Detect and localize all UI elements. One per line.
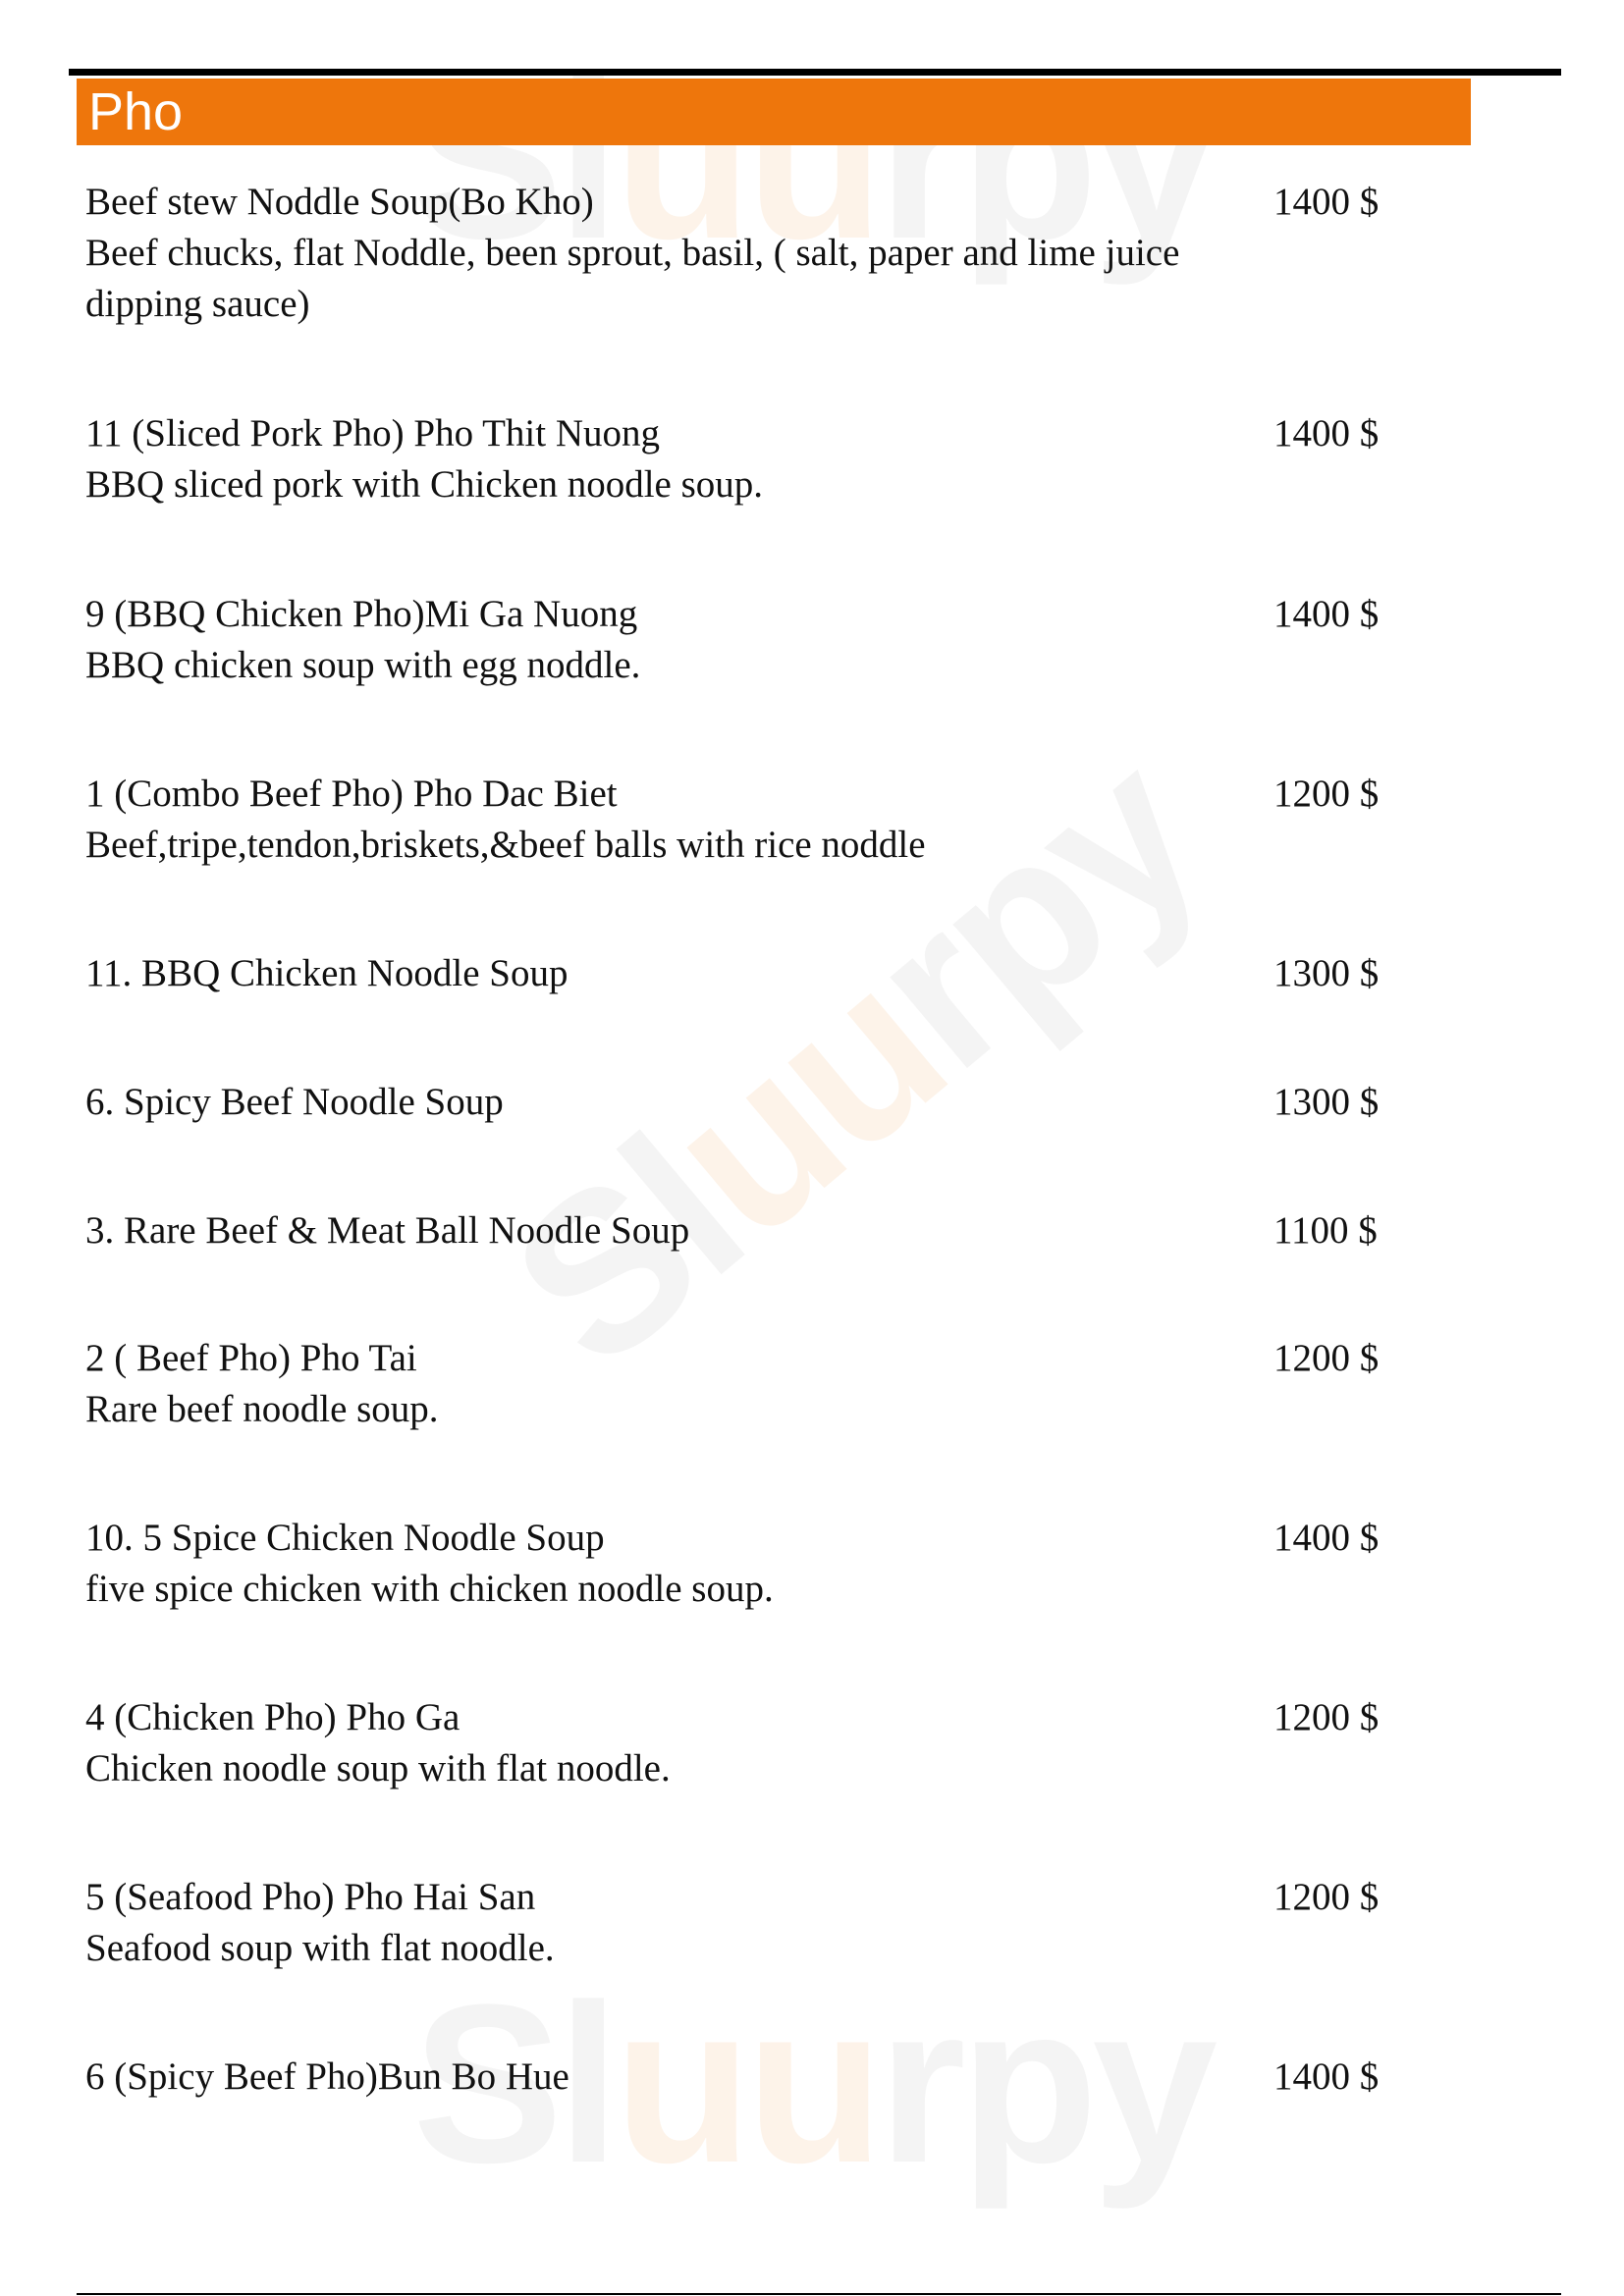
watermark-logo: uu: [614, 1957, 879, 2210]
item-name: 2 ( Beef Pho) Pho Tai: [85, 1337, 417, 1379]
section-title: Pho: [88, 82, 184, 141]
item-name: 5 (Seafood Pho) Pho Hai San: [85, 1876, 536, 1918]
watermark-logo: uu: [614, 33, 879, 286]
item-description: Beef,tripe,tendon,briskets,&beef balls with rice noddle: [85, 824, 926, 866]
item-description: Chicken noodle soup with flat noodle.: [85, 1747, 671, 1789]
section-header: [77, 79, 1471, 145]
item-name: 4 (Chicken Pho) Pho Ga: [85, 1696, 460, 1738]
menu-item: [85, 1205, 1401, 1256]
item-name: 11. BBQ Chicken Noodle Soup: [85, 952, 568, 994]
item-name: 9 (BBQ Chicken Pho)Mi Ga Nuong: [85, 593, 638, 635]
menu-item: [85, 2052, 1401, 2103]
item-name: Beef stew Noddle Soup(Bo Kho): [85, 181, 594, 223]
menu-item: [85, 177, 1401, 330]
top-divider: [69, 69, 1561, 76]
menu-item: [85, 1333, 1401, 1435]
item-name: 3. Rare Beef & Meat Ball Noodle Soup: [85, 1209, 690, 1252]
item-price: 1200 $: [1273, 1876, 1380, 1918]
item-name: 10. 5 Spice Chicken Noodle Soup: [85, 1517, 605, 1559]
menu-item: [85, 1692, 1401, 1794]
item-description: Seafood soup with flat noodle.: [85, 1927, 555, 1969]
item-description: Beef chucks, flat Noddle, been sprout, basil, ( salt, paper and lime juice dipping sauce): [85, 232, 1180, 325]
item-description: BBQ chicken soup with egg noddle.: [85, 644, 641, 686]
menu-item: [85, 948, 1401, 999]
menu-item: [85, 769, 1401, 871]
item-price: 1200 $: [1273, 1696, 1380, 1738]
item-price: 1200 $: [1273, 773, 1380, 815]
item-price: 1400 $: [1273, 593, 1380, 635]
item-description: Rare beef noodle soup.: [85, 1388, 439, 1430]
item-price: 1100 $: [1273, 1209, 1378, 1252]
menu-item: [85, 1513, 1401, 1615]
item-price: 1400 $: [1273, 2056, 1380, 2098]
item-price: 1400 $: [1273, 181, 1380, 223]
item-description: five spice chicken with chicken noodle soup.: [85, 1568, 774, 1610]
item-price: 1400 $: [1273, 1517, 1380, 1559]
item-name: 6. Spicy Beef Noodle Soup: [85, 1081, 504, 1123]
item-price: 1200 $: [1273, 1337, 1380, 1379]
menu-item: [85, 1077, 1401, 1128]
item-name: 11 (Sliced Pork Pho) Pho Thit Nuong: [85, 412, 661, 454]
menu-item: [85, 589, 1401, 691]
menu-item: [85, 408, 1401, 510]
item-name: 6 (Spicy Beef Pho)Bun Bo Hue: [85, 2056, 569, 2098]
menu-item: [85, 1872, 1401, 1974]
item-description: BBQ sliced pork with Chicken noodle soup.: [85, 463, 764, 506]
item-price: 1400 $: [1273, 412, 1380, 454]
watermark-logo: uu: [621, 922, 987, 1285]
bottom-divider: [77, 2293, 1561, 2295]
item-price: 1300 $: [1273, 1081, 1380, 1123]
item-price: 1300 $: [1273, 952, 1380, 994]
item-name: 1 (Combo Beef Pho) Pho Dac Biet: [85, 773, 618, 815]
